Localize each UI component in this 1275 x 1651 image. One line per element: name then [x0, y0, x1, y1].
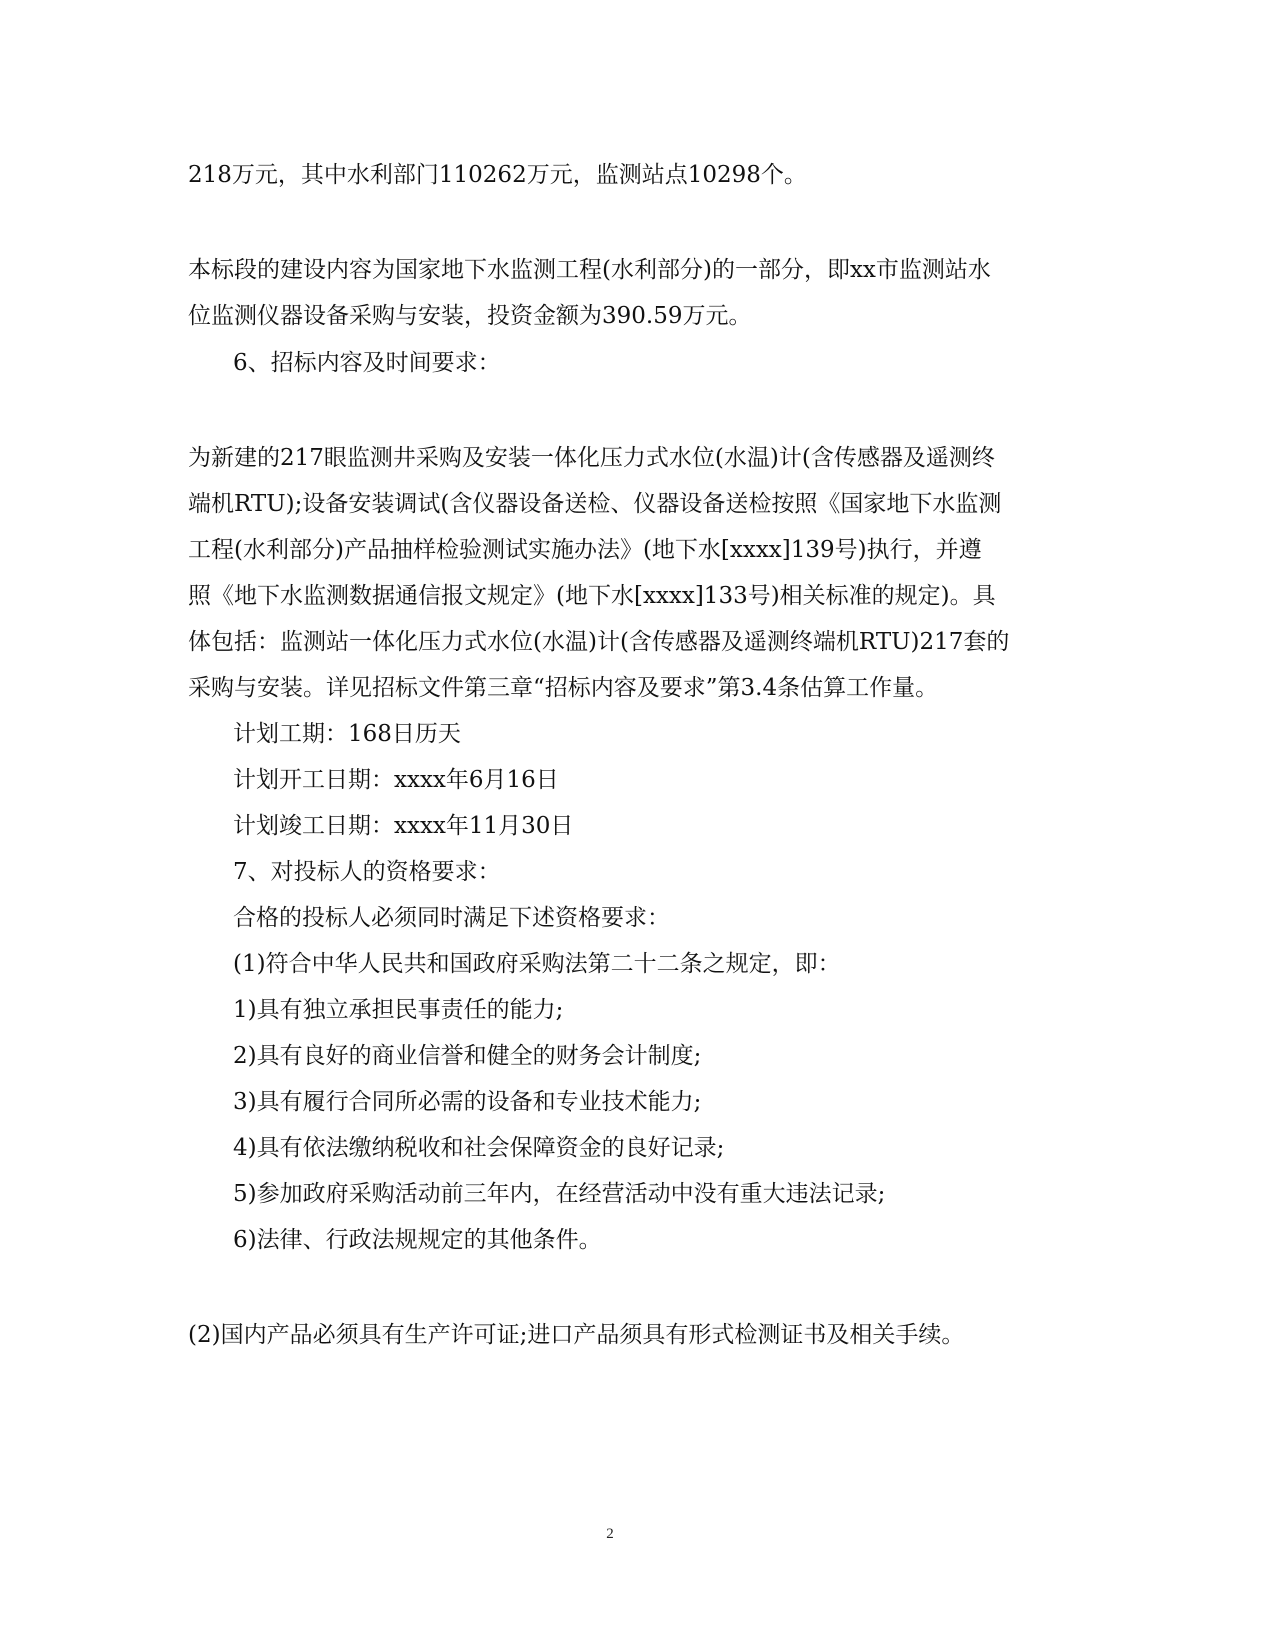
text-line-qualification-1: (1)符合中华人民共和国政府采购法第二十二条之规定，即：: [233, 951, 841, 977]
text-line-planned-completion: 计划竣工日期：xxxx年11月30日: [233, 813, 574, 839]
heading-bidder-qualifications: 7、对投标人的资格要求：: [233, 859, 501, 885]
text-line-funding-summary: 218万元，其中水利部门110262万元，监测站点10298个。: [188, 162, 807, 188]
text-line-tender-content-3: 工程(水利部分)产品抽样检验测试实施办法》(地下水[xxxx]139号)执行，并遵: [188, 537, 982, 563]
text-line-tender-content-4: 照《地下水监测数据通信报文规定》(地下水[xxxx]133号)相关标准的规定)。具: [188, 583, 996, 609]
text-line-product-license: (2)国内产品必须具有生产许可证;进口产品须具有形式检测证书及相关手续。: [188, 1322, 965, 1348]
text-line-tender-content-6: 采购与安装。详见招标文件第三章“招标内容及要求”第3.4条估算工作量。: [188, 675, 939, 701]
text-line-qualification-intro: 合格的投标人必须同时满足下述资格要求：: [233, 905, 670, 931]
text-line-section-scope-2: 位监测仪器设备采购与安装，投资金额为390.59万元。: [188, 303, 752, 329]
page-number: 2: [606, 1526, 614, 1542]
text-line-tender-content-2: 端机RTU);设备安装调试(含仪器设备送检、仪器设备送检按照《国家地下水监测: [188, 491, 1002, 517]
text-line-tender-content-5: 体包括：监测站一体化压力式水位(水温)计(含传感器及遥测终端机RTU)217套的: [188, 629, 1010, 655]
text-line-planned-duration: 计划工期：168日历天: [233, 721, 461, 747]
list-item-qualification-3: 3)具有履行合同所必需的设备和专业技术能力;: [233, 1089, 702, 1115]
text-line-section-scope-1: 本标段的建设内容为国家地下水监测工程(水利部分)的一部分，即xx市监测站水: [188, 257, 991, 283]
list-item-qualification-5: 5)参加政府采购活动前三年内，在经营活动中没有重大违法记录;: [233, 1181, 886, 1207]
heading-tender-content: 6、招标内容及时间要求：: [233, 350, 501, 376]
text-line-planned-start: 计划开工日期：xxxx年6月16日: [233, 767, 559, 793]
text-line-tender-content-1: 为新建的217眼监测井采购及安装一体化压力式水位(水温)计(含传感器及遥测终: [188, 445, 995, 471]
list-item-qualification-1: 1)具有独立承担民事责任的能力;: [233, 997, 564, 1023]
list-item-qualification-4: 4)具有依法缴纳税收和社会保障资金的良好记录;: [233, 1135, 725, 1161]
list-item-qualification-6: 6)法律、行政法规规定的其他条件。: [233, 1227, 602, 1253]
list-item-qualification-2: 2)具有良好的商业信誉和健全的财务会计制度;: [233, 1043, 702, 1069]
